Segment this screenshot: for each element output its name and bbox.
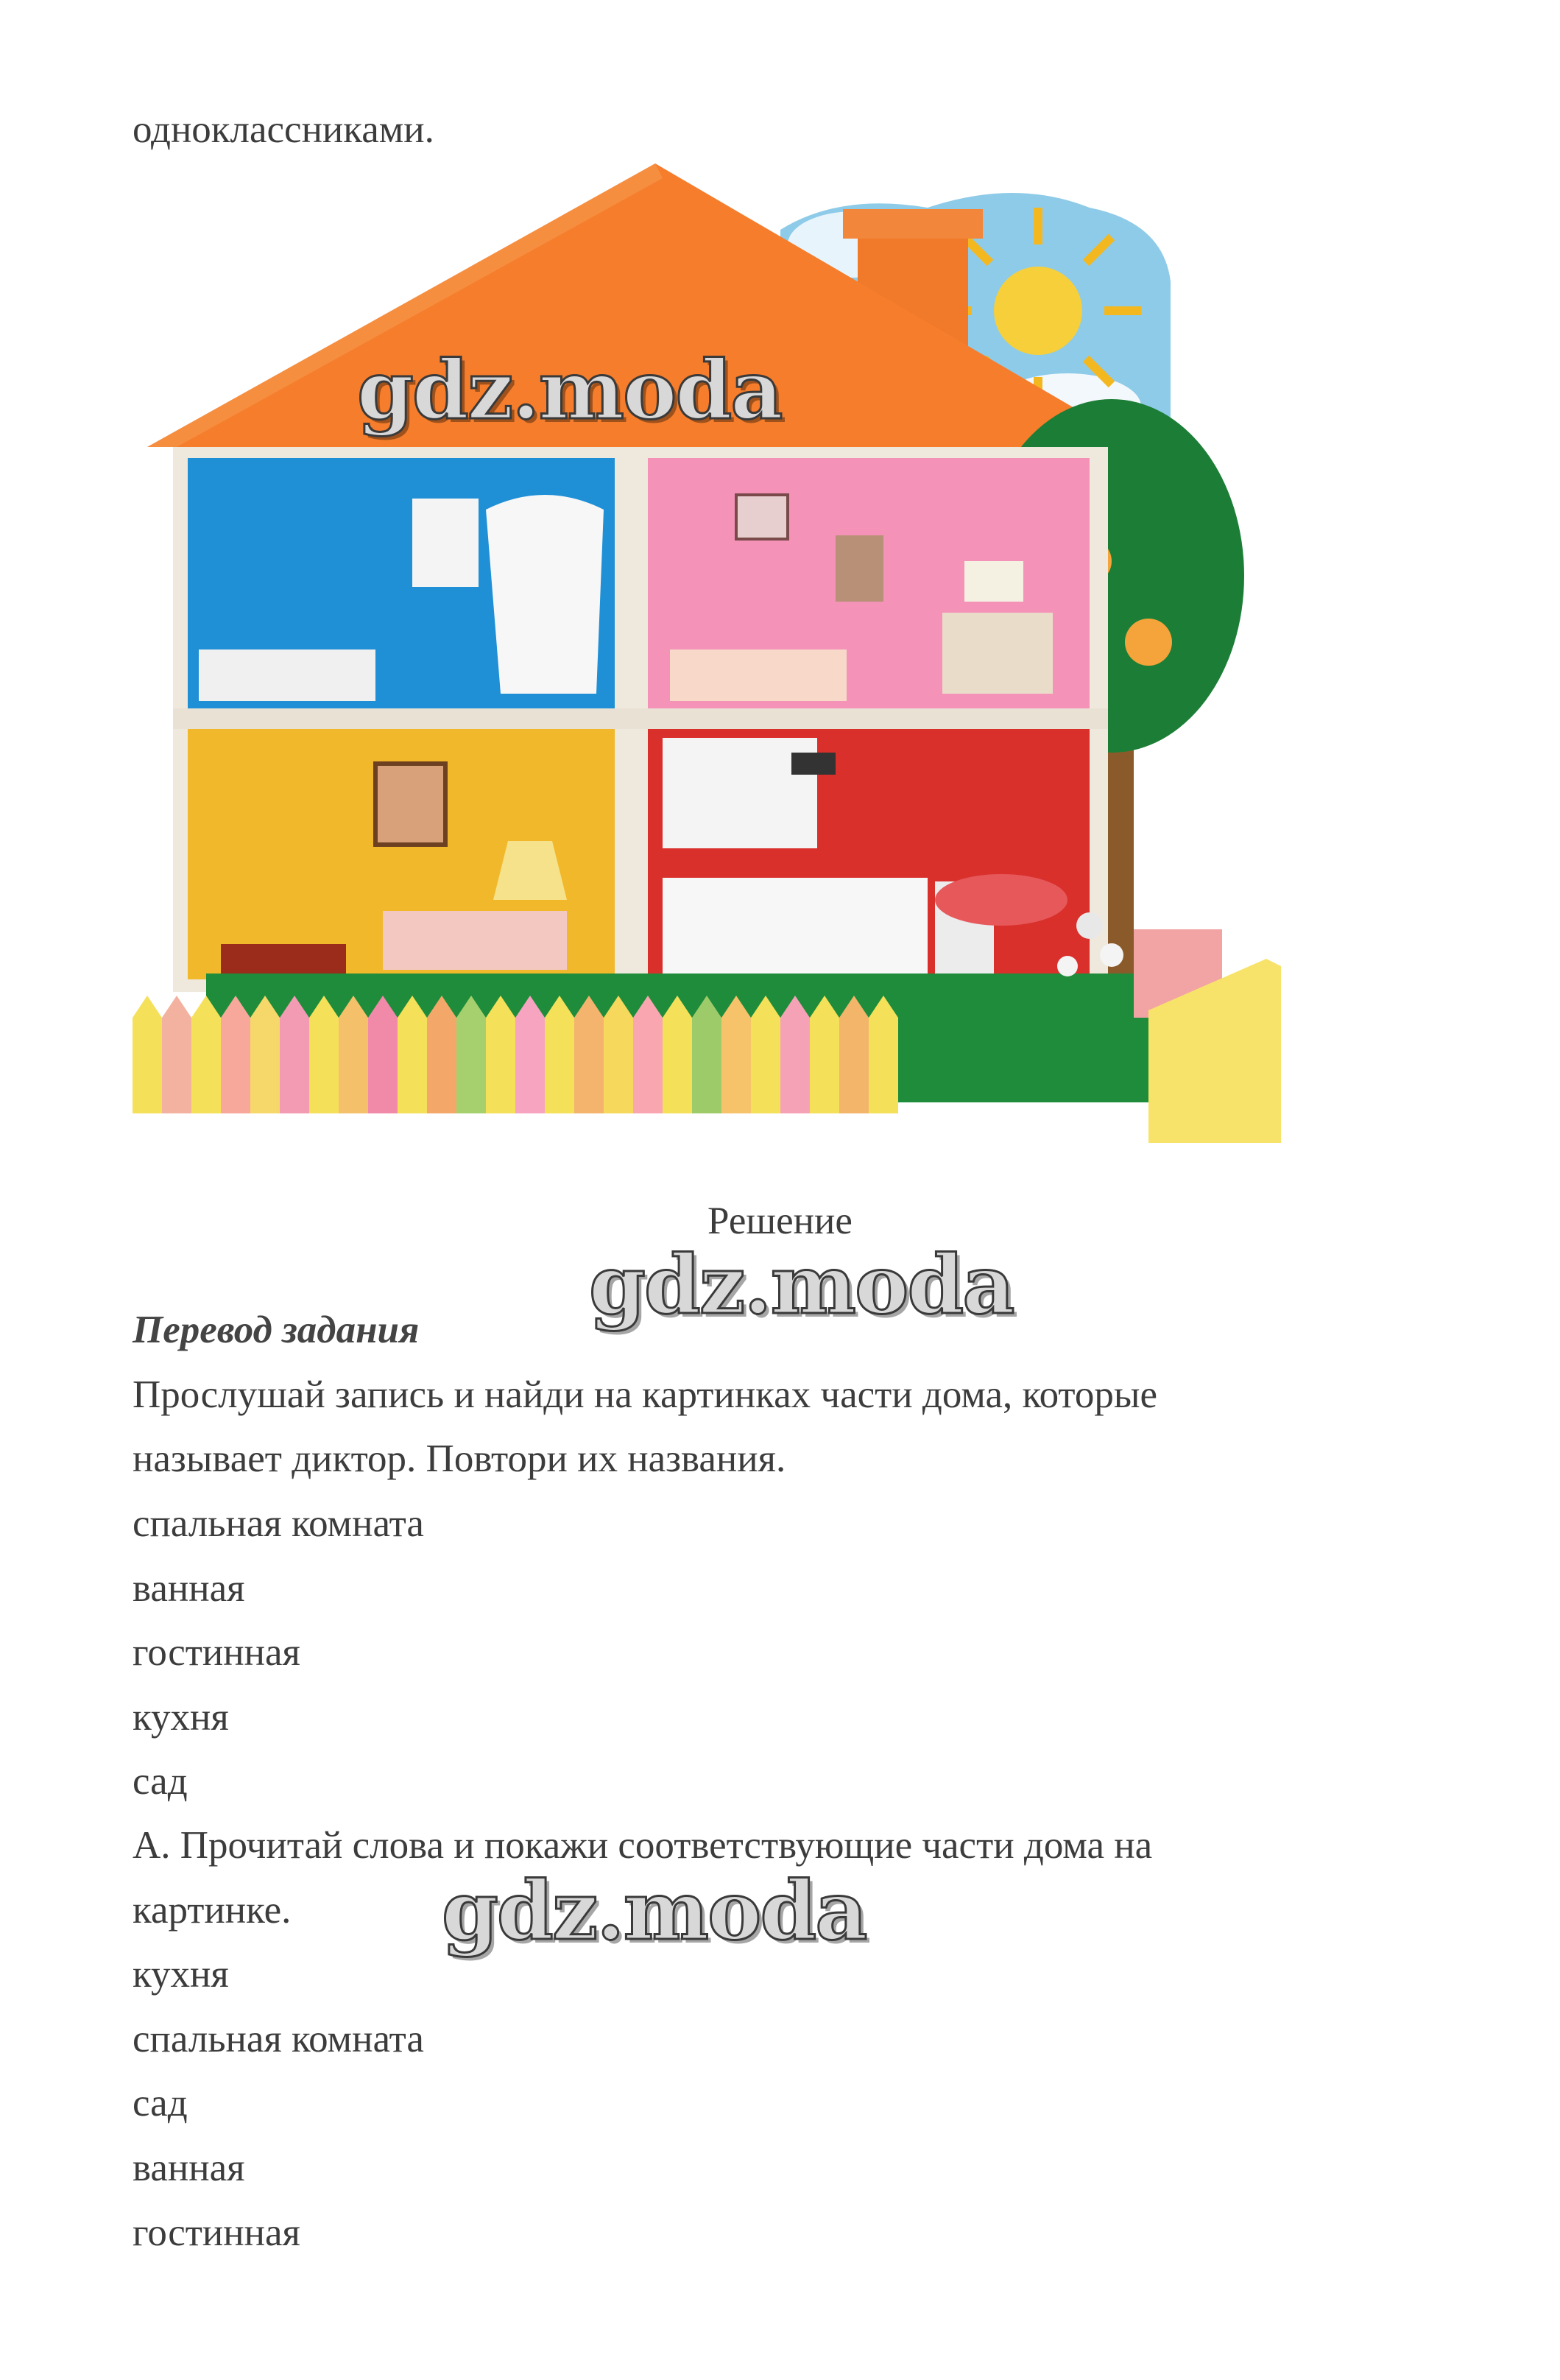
list1-item: ванная: [133, 1567, 245, 1610]
watermark: gdz.moda: [442, 1863, 867, 1958]
watermark: gdz.moda: [589, 1237, 1014, 1332]
dollhouse-illustration: [133, 163, 1281, 1158]
task-intro-line-1: Прослушай запись и найди на картинках части дома, которые: [133, 1373, 1158, 1416]
translation-heading: Перевод задания: [133, 1309, 420, 1351]
task-intro-line-2: называет диктор. Повтори их названия.: [133, 1437, 786, 1480]
top-text-fragment: одноклассниками.: [133, 108, 434, 151]
list1-item: спальная комната: [133, 1502, 424, 1545]
task-a-line-1: А. Прочитай слова и покажи соответствующие части дома на: [133, 1824, 1153, 1867]
task-a-line-2: картинке.: [133, 1889, 292, 1932]
solution-title: Решение: [707, 1200, 853, 1242]
list2-item: ванная: [133, 2147, 245, 2189]
list2-item: кухня: [133, 1953, 229, 1996]
list1-item: гостинная: [133, 1631, 300, 1674]
list2-item: сад: [133, 2082, 188, 2124]
list1-item: кухня: [133, 1696, 229, 1739]
list1-item: сад: [133, 1760, 188, 1803]
watermark: gdz.moda: [357, 342, 782, 437]
list2-item: гостинная: [133, 2211, 300, 2254]
list2-item: спальная комната: [133, 2018, 424, 2060]
